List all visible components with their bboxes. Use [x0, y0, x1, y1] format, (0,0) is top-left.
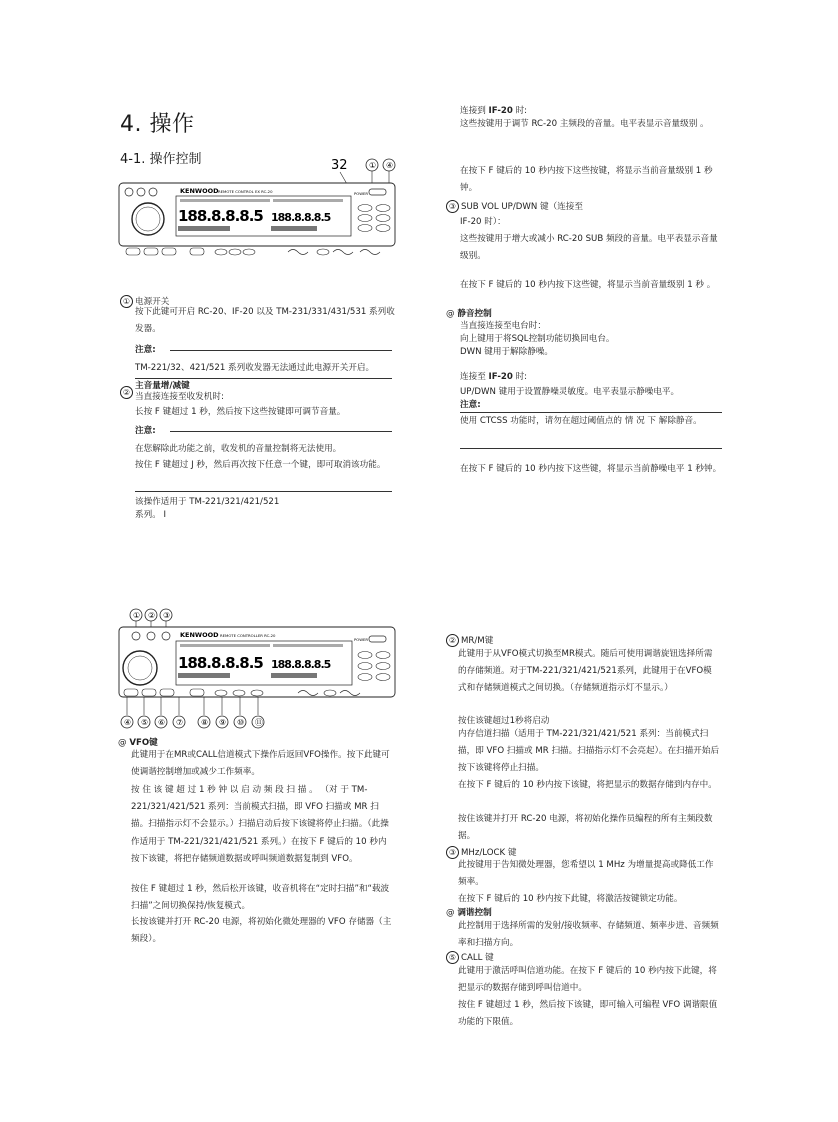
vfo-para-3: 按住 F 键超过 1 秒，然后松开该键，收音机将在“定时扫描”和“载波扫描”之间切换保持/恢复模式。	[131, 884, 390, 912]
fig2-callout-3: ③	[163, 611, 171, 620]
note3-text: 使用 CTCSS 功能时，请勿在超过阈值点的 情 况 下 解除静音。	[460, 416, 702, 426]
fig2-power-label: POWER	[354, 637, 369, 642]
sub-vol-heading-row	[446, 200, 583, 213]
if20-intro-bold: IF-20	[488, 106, 513, 116]
fig2-callout-7: ⑦	[176, 718, 184, 727]
sq-if20-bold: IF-20	[488, 372, 513, 382]
call-heading: CALL 键	[461, 953, 494, 963]
fig1-power-label: POWER	[354, 191, 369, 196]
squelch-mark: @	[446, 309, 455, 319]
sub-vol-callout-circle: ③	[446, 200, 459, 213]
vol-heading: 主音量增/减键	[135, 381, 190, 391]
rc20-front-panel-figure-1	[118, 155, 403, 265]
call-text2: 按住 F 键超过 1 秒，然后按下该键，即可输入可编程 VFO 调谐限值功能的下限值。	[458, 1000, 718, 1028]
f-text2: 在按下 F 键后的 10 秒内按下这些键，将显示当前音量级别 1 秒 。	[460, 280, 716, 290]
fig2-callout-4: ④	[124, 718, 132, 727]
vfo-para-4: 长按该键并打开 RC-20 电源，将初始化微处理器的 VFO 存储器（主频段）。	[131, 917, 392, 945]
if20-intro-pre: 连接到	[460, 106, 489, 116]
vol-sub: 当直接连接至收发机时:	[135, 392, 224, 402]
sq-if20-row	[460, 372, 527, 383]
fig2-callout-8: ⑧	[201, 718, 209, 727]
fig2-callout-1: ①	[133, 611, 141, 620]
if20-intro-post: 时:	[512, 106, 528, 116]
mr-text4: 按住该键并打开 RC-20 电源，将初始化操作员编程的所有主频段数据。	[458, 814, 713, 842]
power-callout-circle: ①	[120, 295, 133, 308]
fig1-callout-4: ④	[386, 161, 394, 170]
mhz-callout-circle: ③	[446, 846, 459, 859]
fig2-brand: KENWOOD	[180, 631, 219, 639]
vfo-mark: @	[118, 738, 127, 748]
vol-callout-circle: ②	[120, 386, 133, 399]
sub-vol-heading: SUB VOL UP/DWN 键（连接至	[461, 202, 583, 212]
note1-rule-bottom	[135, 378, 392, 379]
sq-if20-post: 时:	[512, 372, 528, 382]
mr-text2: 内存信道扫描（适用于 TM-221/321/421/521 系列：当前模式扫描，即 VFO 扫描或 MR 扫描。扫描指示灯不会亮起）。在扫描开始后按下该键将停止扫描。	[458, 729, 720, 774]
squelch-heading-row	[446, 309, 492, 320]
mhz-text1: 此按键用于告知微处理器，您希望以 1 MHz 为增量提高或降低工作频率。	[458, 860, 714, 888]
note3-label: 注意:	[460, 400, 481, 410]
fig1-main-display: 188.8.8.8.5	[178, 207, 263, 225]
vfo-heading: VFO键	[129, 738, 158, 748]
if20-text: 这些按键用于调节 RC-20 主频段的音量。电平表显示音量级别 。	[460, 119, 709, 129]
tune-text: 此控制用于选择所需的发射/接收频率、存储频道、频率步进、音频频率和扫描方向。	[458, 921, 719, 949]
chapter-title: 4. 操作	[120, 112, 195, 137]
squelch-t1: 向上键用于将SQL控制功能切换回电台。	[460, 334, 615, 344]
fig2-callout-9: ⑨	[219, 718, 227, 727]
mr-text3: 在按下 F 键后的 10 秒内按下该键，将把显示的数据存储到内存中。	[458, 780, 717, 790]
call-text1: 此键用于激活呼叫信道功能。在按下 F 键后的 10 秒内按下此键，将把显示的数据存储到呼叫信道中。	[458, 966, 717, 994]
vol-text: 长按 F 键超过 1 秒，然后按下这些按键即可调节音量。	[135, 407, 346, 417]
mhz-text2: 在按下 F 键后的 10 秒内按下此键，将激活按键锁定功能。	[458, 894, 683, 904]
sub-vol-heading2: IF-20 时）：	[460, 217, 506, 227]
fig1-model: REMOTE CONTROL EX RC-20	[218, 189, 273, 194]
fig2-callout-11: ⑪	[255, 718, 263, 727]
note2-text1: 在您解除此功能之前，收发机的音量控制将无法使用。	[135, 444, 342, 454]
squelch-heading: 静音控制	[457, 309, 492, 319]
fig2-sub-display: 188.8.8.8.5	[271, 658, 331, 671]
note2-text3: 该操作适用于 TM-221/321/421/521	[135, 497, 280, 507]
mr-callout-circle: ②	[446, 634, 459, 647]
note2-text2: 按住 F 键超过 J 秒，然后再次按下任意一个键，即可取消该功能。	[135, 460, 386, 470]
fig1-callout-32: 32	[331, 158, 348, 173]
tune-mark: @	[446, 908, 455, 918]
note2-rule	[170, 431, 392, 432]
rc20-front-panel-figure-2	[118, 605, 403, 733]
fig2-model: REMOTE CONTROLLER RC-20	[220, 633, 276, 638]
note2-label: 注意:	[135, 426, 156, 436]
squelch-t2: DWN 键用于解除静噪。	[460, 347, 554, 357]
call-callout-circle: ⑤	[446, 951, 459, 964]
power-switch-text: 按下此键可开启 RC-20、IF-20 以及 TM-231/331/431/531 系列收发器。	[135, 307, 395, 335]
power-switch-heading: 电源开关	[135, 297, 170, 307]
fig1-callout-1: ①	[369, 161, 377, 170]
sq-if20-pre: 连接至	[460, 372, 489, 382]
tune-heading: 调谐控制	[457, 908, 492, 918]
squelch-sub: 当直接连接至电台时：	[460, 321, 546, 331]
note1-label: 注意:	[135, 345, 156, 355]
mr-text1: 此键用于从VFO模式切换至MR模式。随后可使用调谐旋钮选择所需的存储频道。对于TM-221/321/421/521系列，此键用于在VFO模式和存储频道模式之间切换。（存储频道指示灯不显示。）	[458, 649, 713, 694]
note1-rule	[170, 350, 392, 351]
fig2-bottom-callouts	[121, 697, 264, 728]
f-text1: 在按下 F 键后的 10 秒内按下这些按键，将显示当前音量级别 1 秒钟。	[460, 166, 713, 194]
vfo-para-2: 按 住 该 键 超 过 1 秒 钟 以 启 动 频 段 扫 描 。 （对 于 TM-221/321/421/521 系列：当前模式扫描，即 VFO 扫描或 MR 扫描。扫描指示灯不会显示。）扫描启动后按下该键将停止扫描。（此操作适用于 TM-221/321/421/521 系列。）在按下 F 键后的 10 秒内按下该键，将把存储频道数据或呼叫频道数据复制到 VFO。	[131, 785, 389, 864]
fig2-callout-5: ⑤	[141, 718, 149, 727]
section-title: 4-1. 操作控制	[120, 152, 202, 167]
note3-rule-bottom	[460, 448, 722, 449]
fig2-callout-2: ②	[148, 611, 156, 620]
vfo-para-1: 此键用于在MR或CALL信道模式下操作后返回VFO操作。按下此键可使调谐控制增加或减少工作频率。	[131, 750, 390, 778]
vol-callout-row	[120, 386, 135, 399]
fig2-main-display: 188.8.8.8.5	[178, 654, 263, 672]
f-text3: 在按下 F 键后的 10 秒内按下这些键，将显示当前静噪电平 1 秒钟。	[460, 464, 722, 474]
fig2-callout-10: ⑩	[237, 718, 245, 727]
note2-rule-bottom	[135, 491, 392, 492]
fig1-sub-display: 188.8.8.8.5	[271, 211, 331, 224]
note1-text: TM-221/32、421/521 系列收发器无法通过此电源开关开启。	[135, 363, 375, 373]
sub-vol-text: 这些按键用于增大或减小 RC-20 SUB 频段的音量。电平表显示音量级别。	[460, 234, 718, 262]
fig1-brand: KENWOOD	[180, 187, 219, 195]
mr-heading: MR/M键	[461, 636, 494, 646]
mr-hold: 按住该键超过1秒将启动	[458, 716, 550, 726]
mhz-heading: MHz/LOCK 键	[461, 848, 517, 858]
note2-text4: 系列。 I	[135, 510, 167, 520]
sq-if20-text: UP/DWN 键用于设置静噪灵敏度。电平表显示静噪电平。	[460, 387, 680, 397]
fig2-callout-6: ⑥	[158, 718, 166, 727]
